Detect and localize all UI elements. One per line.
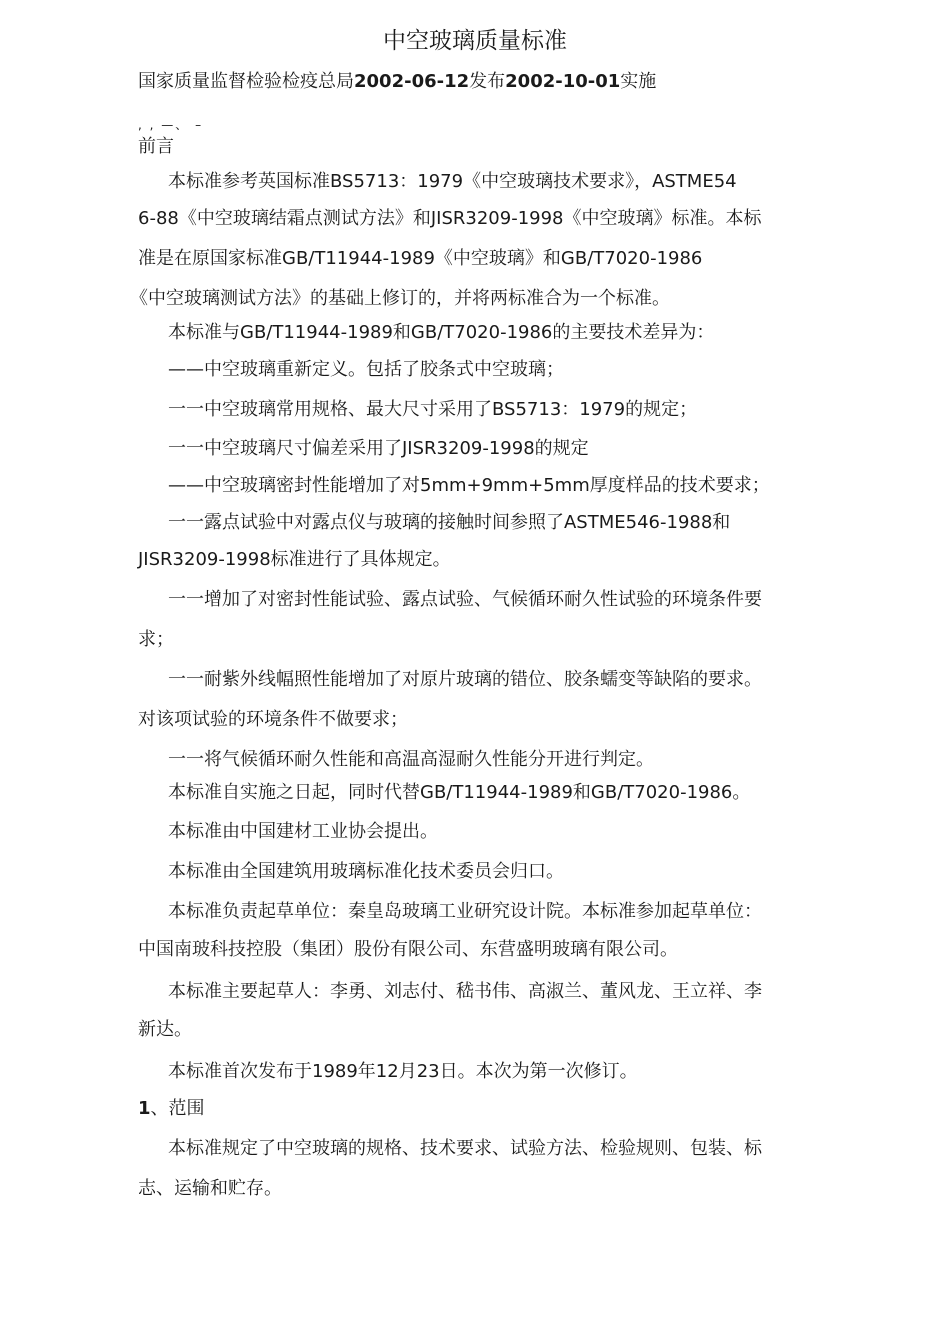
foreword-line: ——中空玻璃重新定义。包括了胶条式中空玻璃； xyxy=(168,359,564,380)
foreword-line: 一一露点试验中对露点仪与玻璃的接触时间参照了ASTME546-1988和 xyxy=(168,512,731,533)
publish-date: 2002-06-12 xyxy=(354,71,470,92)
foreword-line: 本标准首次发布于1989年12月23日。本次为第一次修订。 xyxy=(168,1061,638,1082)
foreword-line: 本标准自实施之日起，同时代替GB/T11944-1989和GB/T7020-1986。 xyxy=(168,782,751,803)
foreword-line: 本标准负责起草单位：秦皇岛玻璃工业研究设计院。本标准参加起草单位： xyxy=(168,901,762,922)
section-heading xyxy=(138,1097,205,1121)
section-line: 志、运输和贮存。 xyxy=(138,1178,282,1199)
foreword-line: 一一中空玻璃常用规格、最大尺寸采用了BS5713：1979的规定； xyxy=(168,399,698,420)
foreword-line: 本标准与GB/T11944-1989和GB/T7020-1986的主要技术差异为： xyxy=(168,322,715,343)
foreword-line: 本标准由全国建筑用玻璃标准化技术委员会归口。 xyxy=(168,861,564,882)
section-line: 本标准规定了中空玻璃的规格、技术要求、试验方法、检验规则、包装、标 xyxy=(168,1138,762,1159)
foreword-line: 一一耐紫外线幅照性能增加了对原片玻璃的错位、胶条蠕变等缺陷的要求。 xyxy=(168,669,762,690)
issuer-line xyxy=(138,70,656,94)
foreword-heading: 前言 xyxy=(138,136,174,157)
foreword-line: 本标准主要起草人：李勇、刘志付、嵇书伟、高淑兰、董风龙、王立祥、李 xyxy=(168,981,762,1002)
foreword-line: JISR3209-1998标准进行了具体规定。 xyxy=(138,549,451,570)
publish-word: 发布 xyxy=(469,71,506,92)
effective-date: 2002-10-01 xyxy=(505,71,621,92)
document-title: 中空玻璃质量标准 xyxy=(383,28,567,54)
foreword-line: 本标准参考英国标准BS5713：1979《中空玻璃技术要求》，ASTME54 xyxy=(168,171,737,192)
section-title: 、范围 xyxy=(150,1098,205,1119)
foreword-line: 中国南玻科技控股（集团）股份有限公司、东营盛明玻璃有限公司。 xyxy=(138,939,678,960)
section-number: 1 xyxy=(138,1098,151,1119)
foreword-line: 求； xyxy=(138,629,174,650)
foreword-line: 一一增加了对密封性能试验、露点试验、气候循环耐久性试验的环境条件要 xyxy=(168,589,762,610)
foreword-line: 本标准由中国建材工业协会提出。 xyxy=(168,821,438,842)
effective-word: 实施 xyxy=(620,71,657,92)
foreword-line: 准是在原国家标准GB/T11944-1989《中空玻璃》和GB/T7020-1986 xyxy=(138,248,703,269)
foreword-line: 《中空玻璃测试方法》的基础上修订的，并将两标准合为一个标准。 xyxy=(130,288,670,309)
decorative-marks: , , —、 – xyxy=(138,118,204,132)
foreword-line: 新达。 xyxy=(138,1019,192,1040)
foreword-line: 一一将气候循环耐久性能和高温高湿耐久性能分开进行判定。 xyxy=(168,749,654,770)
foreword-line: 对该项试验的环境条件不做要求； xyxy=(138,709,408,730)
foreword-line: 6-88《中空玻璃结霜点测试方法》和JISR3209-1998《中空玻璃》标准。本标 xyxy=(138,208,762,229)
foreword-line: 一一中空玻璃尺寸偏差采用了JISR3209-1998的规定 xyxy=(168,438,589,459)
foreword-line: ——中空玻璃密封性能增加了对5mm+9mm+5mm厚度样品的技术要求； xyxy=(168,475,770,496)
issuer-authority: 国家质量监督检验检疫总局 xyxy=(138,71,354,92)
